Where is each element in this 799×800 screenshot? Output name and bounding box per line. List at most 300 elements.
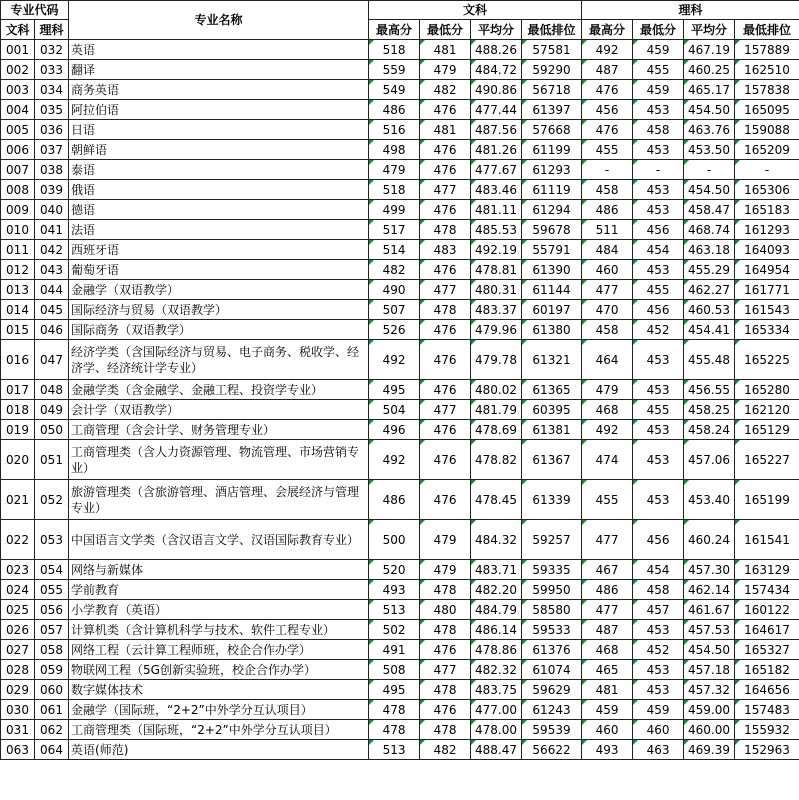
arts-min-cell: 476 bbox=[420, 340, 471, 380]
science-code-cell: 050 bbox=[35, 420, 69, 440]
table-row bbox=[1, 580, 799, 600]
science-min-cell: 459 bbox=[633, 40, 684, 60]
science-max-cell: 486 bbox=[582, 200, 633, 220]
major-name-cell: 葡萄牙语 bbox=[69, 260, 369, 280]
arts-avg-cell: 478.00 bbox=[471, 720, 522, 740]
arts-rank-cell: 59335 bbox=[522, 560, 582, 580]
science-avg-cell: 458.47 bbox=[684, 200, 735, 220]
table-row bbox=[1, 420, 799, 440]
major-name-cell: 阿拉伯语 bbox=[69, 100, 369, 120]
science-avg-cell: 453.40 bbox=[684, 480, 735, 520]
science-avg-cell: 454.50 bbox=[684, 640, 735, 660]
table-row bbox=[1, 200, 799, 220]
science-rank-cell: 165182 bbox=[735, 660, 799, 680]
arts-code-cell: 013 bbox=[1, 280, 35, 300]
arts-code-cell: 005 bbox=[1, 120, 35, 140]
science-rank-cell: - bbox=[735, 160, 799, 180]
major-name-cell: 学前教育 bbox=[69, 580, 369, 600]
arts-rank-cell: 61144 bbox=[522, 280, 582, 300]
science-min-cell: 458 bbox=[633, 120, 684, 140]
science-code-cell: 043 bbox=[35, 260, 69, 280]
science-code-cell: 053 bbox=[35, 520, 69, 560]
header-science-max: 最高分 bbox=[582, 20, 633, 40]
arts-code-cell: 025 bbox=[1, 600, 35, 620]
table-row bbox=[1, 640, 799, 660]
arts-code-cell: 018 bbox=[1, 400, 35, 420]
table-row bbox=[1, 280, 799, 300]
major-name-cell: 工商管理类（国际班，“2+2”中外学分互认项目） bbox=[69, 720, 369, 740]
table-row bbox=[1, 240, 799, 260]
major-name-cell: 翻译 bbox=[69, 60, 369, 80]
arts-max-cell: 518 bbox=[369, 40, 420, 60]
science-max-cell: 487 bbox=[582, 60, 633, 80]
major-name-cell: 经济学类（含国际经济与贸易、电子商务、税收学、经济学、经济统计学专业） bbox=[69, 340, 369, 380]
arts-avg-cell: 485.53 bbox=[471, 220, 522, 240]
arts-avg-cell: 481.26 bbox=[471, 140, 522, 160]
arts-code-cell: 009 bbox=[1, 200, 35, 220]
science-max-cell: 464 bbox=[582, 340, 633, 380]
arts-min-cell: 478 bbox=[420, 680, 471, 700]
science-avg-cell: 457.53 bbox=[684, 620, 735, 640]
arts-avg-cell: 479.78 bbox=[471, 340, 522, 380]
arts-rank-cell: 61074 bbox=[522, 660, 582, 680]
science-min-cell: 453 bbox=[633, 440, 684, 480]
header-arts-avg: 平均分 bbox=[471, 20, 522, 40]
science-code-cell: 032 bbox=[35, 40, 69, 60]
arts-max-cell: 478 bbox=[369, 720, 420, 740]
arts-rank-cell: 59539 bbox=[522, 720, 582, 740]
table-row bbox=[1, 720, 799, 740]
arts-min-cell: 477 bbox=[420, 400, 471, 420]
arts-rank-cell: 61381 bbox=[522, 420, 582, 440]
science-max-cell: 477 bbox=[582, 520, 633, 560]
arts-max-cell: 520 bbox=[369, 560, 420, 580]
science-min-cell: 453 bbox=[633, 140, 684, 160]
science-avg-cell: 455.29 bbox=[684, 260, 735, 280]
science-min-cell: 455 bbox=[633, 60, 684, 80]
science-code-cell: 054 bbox=[35, 560, 69, 580]
arts-code-cell: 015 bbox=[1, 320, 35, 340]
science-rank-cell: 157889 bbox=[735, 40, 799, 60]
science-min-cell: 453 bbox=[633, 260, 684, 280]
header-science-min: 最低分 bbox=[633, 20, 684, 40]
science-max-cell: 486 bbox=[582, 580, 633, 600]
major-name-cell: 商务英语 bbox=[69, 80, 369, 100]
major-name-cell: 工商管理（含会计学、财务管理专业） bbox=[69, 420, 369, 440]
arts-min-cell: 481 bbox=[420, 120, 471, 140]
arts-rank-cell: 57581 bbox=[522, 40, 582, 60]
table-row bbox=[1, 120, 799, 140]
science-avg-cell: 463.76 bbox=[684, 120, 735, 140]
arts-avg-cell: 477.00 bbox=[471, 700, 522, 720]
arts-max-cell: 495 bbox=[369, 680, 420, 700]
arts-min-cell: 480 bbox=[420, 600, 471, 620]
arts-avg-cell: 486.14 bbox=[471, 620, 522, 640]
arts-max-cell: 507 bbox=[369, 300, 420, 320]
table-row bbox=[1, 520, 799, 560]
arts-code-cell: 026 bbox=[1, 620, 35, 640]
arts-max-cell: 504 bbox=[369, 400, 420, 420]
arts-rank-cell: 61397 bbox=[522, 100, 582, 120]
arts-rank-cell: 61321 bbox=[522, 340, 582, 380]
arts-avg-cell: 492.19 bbox=[471, 240, 522, 260]
table-row bbox=[1, 440, 799, 480]
arts-rank-cell: 61293 bbox=[522, 160, 582, 180]
science-avg-cell: 458.25 bbox=[684, 400, 735, 420]
science-avg-cell: 456.55 bbox=[684, 380, 735, 400]
science-rank-cell: 164617 bbox=[735, 620, 799, 640]
science-min-cell: 453 bbox=[633, 620, 684, 640]
header-arts-rank: 最低排位 bbox=[522, 20, 582, 40]
arts-min-cell: 476 bbox=[420, 420, 471, 440]
arts-max-cell: 559 bbox=[369, 60, 420, 80]
science-rank-cell: 157434 bbox=[735, 580, 799, 600]
science-min-cell: 453 bbox=[633, 680, 684, 700]
arts-code-cell: 003 bbox=[1, 80, 35, 100]
arts-code-cell: 016 bbox=[1, 340, 35, 380]
science-max-cell: 493 bbox=[582, 740, 633, 760]
major-name-cell: 金融学（双语教学） bbox=[69, 280, 369, 300]
arts-avg-cell: 480.02 bbox=[471, 380, 522, 400]
arts-min-cell: 478 bbox=[420, 220, 471, 240]
major-name-cell: 网络工程（云计算工程师班，校企合作办学） bbox=[69, 640, 369, 660]
science-max-cell: 492 bbox=[582, 40, 633, 60]
arts-max-cell: 491 bbox=[369, 640, 420, 660]
arts-min-cell: 476 bbox=[420, 380, 471, 400]
table-row bbox=[1, 60, 799, 80]
science-rank-cell: 161541 bbox=[735, 520, 799, 560]
arts-avg-cell: 478.45 bbox=[471, 480, 522, 520]
science-code-cell: 040 bbox=[35, 200, 69, 220]
science-rank-cell: 165183 bbox=[735, 200, 799, 220]
arts-max-cell: 478 bbox=[369, 700, 420, 720]
arts-min-cell: 476 bbox=[420, 480, 471, 520]
arts-avg-cell: 478.81 bbox=[471, 260, 522, 280]
arts-avg-cell: 478.86 bbox=[471, 640, 522, 660]
science-min-cell: 457 bbox=[633, 600, 684, 620]
science-code-cell: 039 bbox=[35, 180, 69, 200]
arts-min-cell: 479 bbox=[420, 60, 471, 80]
science-min-cell: - bbox=[633, 160, 684, 180]
arts-code-cell: 027 bbox=[1, 640, 35, 660]
arts-code-cell: 031 bbox=[1, 720, 35, 740]
science-avg-cell: 460.00 bbox=[684, 720, 735, 740]
science-max-cell: 460 bbox=[582, 720, 633, 740]
table-row bbox=[1, 100, 799, 120]
arts-min-cell: 477 bbox=[420, 180, 471, 200]
science-max-cell: 460 bbox=[582, 260, 633, 280]
arts-max-cell: 516 bbox=[369, 120, 420, 140]
science-rank-cell: 161293 bbox=[735, 220, 799, 240]
arts-avg-cell: 479.96 bbox=[471, 320, 522, 340]
arts-max-cell: 500 bbox=[369, 520, 420, 560]
table-row bbox=[1, 260, 799, 280]
science-max-cell: 484 bbox=[582, 240, 633, 260]
arts-avg-cell: 481.11 bbox=[471, 200, 522, 220]
arts-avg-cell: 488.26 bbox=[471, 40, 522, 60]
science-code-cell: 049 bbox=[35, 400, 69, 420]
arts-min-cell: 476 bbox=[420, 640, 471, 660]
arts-min-cell: 479 bbox=[420, 520, 471, 560]
arts-code-cell: 019 bbox=[1, 420, 35, 440]
science-max-cell: 459 bbox=[582, 700, 633, 720]
arts-rank-cell: 58580 bbox=[522, 600, 582, 620]
science-code-cell: 051 bbox=[35, 440, 69, 480]
arts-max-cell: 513 bbox=[369, 600, 420, 620]
science-code-cell: 047 bbox=[35, 340, 69, 380]
science-max-cell: 468 bbox=[582, 640, 633, 660]
science-min-cell: 452 bbox=[633, 320, 684, 340]
science-avg-cell: 467.19 bbox=[684, 40, 735, 60]
science-rank-cell: 157838 bbox=[735, 80, 799, 100]
major-name-cell: 国际经济与贸易（双语教学） bbox=[69, 300, 369, 320]
science-rank-cell: 157483 bbox=[735, 700, 799, 720]
arts-min-cell: 476 bbox=[420, 440, 471, 480]
science-max-cell: 477 bbox=[582, 280, 633, 300]
science-code-cell: 064 bbox=[35, 740, 69, 760]
science-avg-cell: 469.39 bbox=[684, 740, 735, 760]
arts-min-cell: 478 bbox=[420, 580, 471, 600]
science-min-cell: 463 bbox=[633, 740, 684, 760]
arts-max-cell: 496 bbox=[369, 420, 420, 440]
science-avg-cell: 463.18 bbox=[684, 240, 735, 260]
header-major-name: 专业名称 bbox=[69, 1, 369, 40]
arts-code-cell: 004 bbox=[1, 100, 35, 120]
science-avg-cell: 459.00 bbox=[684, 700, 735, 720]
science-max-cell: 470 bbox=[582, 300, 633, 320]
science-code-cell: 036 bbox=[35, 120, 69, 140]
science-code-cell: 045 bbox=[35, 300, 69, 320]
science-min-cell: 453 bbox=[633, 420, 684, 440]
arts-rank-cell: 59257 bbox=[522, 520, 582, 560]
header-arts-min: 最低分 bbox=[420, 20, 471, 40]
science-min-cell: 458 bbox=[633, 580, 684, 600]
science-avg-cell: 454.41 bbox=[684, 320, 735, 340]
arts-code-cell: 010 bbox=[1, 220, 35, 240]
science-rank-cell: 165306 bbox=[735, 180, 799, 200]
arts-max-cell: 526 bbox=[369, 320, 420, 340]
science-max-cell: 467 bbox=[582, 560, 633, 580]
arts-max-cell: 513 bbox=[369, 740, 420, 760]
arts-min-cell: 482 bbox=[420, 740, 471, 760]
major-name-cell: 数字媒体技术 bbox=[69, 680, 369, 700]
major-name-cell: 计算机类（含计算机科学与技术、软件工程专业） bbox=[69, 620, 369, 640]
major-name-cell: 会计学（双语教学） bbox=[69, 400, 369, 420]
science-code-cell: 056 bbox=[35, 600, 69, 620]
major-name-cell: 英语 bbox=[69, 40, 369, 60]
arts-max-cell: 517 bbox=[369, 220, 420, 240]
science-code-cell: 059 bbox=[35, 660, 69, 680]
arts-avg-cell: 477.44 bbox=[471, 100, 522, 120]
arts-avg-cell: 484.79 bbox=[471, 600, 522, 620]
science-code-cell: 046 bbox=[35, 320, 69, 340]
arts-code-cell: 001 bbox=[1, 40, 35, 60]
science-max-cell: 456 bbox=[582, 100, 633, 120]
science-rank-cell: 155932 bbox=[735, 720, 799, 740]
arts-code-cell: 029 bbox=[1, 680, 35, 700]
arts-rank-cell: 61119 bbox=[522, 180, 582, 200]
major-name-cell: 泰语 bbox=[69, 160, 369, 180]
science-code-cell: 037 bbox=[35, 140, 69, 160]
science-code-cell: 058 bbox=[35, 640, 69, 660]
science-code-cell: 055 bbox=[35, 580, 69, 600]
arts-rank-cell: 61294 bbox=[522, 200, 582, 220]
arts-avg-cell: 481.79 bbox=[471, 400, 522, 420]
arts-avg-cell: 482.32 bbox=[471, 660, 522, 680]
arts-rank-cell: 61367 bbox=[522, 440, 582, 480]
arts-min-cell: 476 bbox=[420, 700, 471, 720]
header-science-code: 理科 bbox=[35, 20, 69, 40]
arts-min-cell: 481 bbox=[420, 40, 471, 60]
science-rank-cell: 165280 bbox=[735, 380, 799, 400]
arts-max-cell: 493 bbox=[369, 580, 420, 600]
table-row bbox=[1, 140, 799, 160]
major-name-cell: 俄语 bbox=[69, 180, 369, 200]
science-rank-cell: 152963 bbox=[735, 740, 799, 760]
table-row bbox=[1, 560, 799, 580]
arts-avg-cell: 480.31 bbox=[471, 280, 522, 300]
table-row bbox=[1, 400, 799, 420]
arts-min-cell: 482 bbox=[420, 80, 471, 100]
science-avg-cell: 457.32 bbox=[684, 680, 735, 700]
arts-code-cell: 011 bbox=[1, 240, 35, 260]
arts-avg-cell: 478.82 bbox=[471, 440, 522, 480]
arts-code-cell: 022 bbox=[1, 520, 35, 560]
science-code-cell: 052 bbox=[35, 480, 69, 520]
science-min-cell: 460 bbox=[633, 720, 684, 740]
arts-max-cell: 495 bbox=[369, 380, 420, 400]
science-avg-cell: 457.18 bbox=[684, 660, 735, 680]
science-max-cell: 458 bbox=[582, 320, 633, 340]
science-max-cell: 476 bbox=[582, 120, 633, 140]
arts-min-cell: 478 bbox=[420, 620, 471, 640]
science-avg-cell: 455.48 bbox=[684, 340, 735, 380]
science-max-cell: 487 bbox=[582, 620, 633, 640]
arts-min-cell: 477 bbox=[420, 660, 471, 680]
arts-rank-cell: 60395 bbox=[522, 400, 582, 420]
science-min-cell: 453 bbox=[633, 200, 684, 220]
arts-code-cell: 006 bbox=[1, 140, 35, 160]
arts-avg-cell: 483.71 bbox=[471, 560, 522, 580]
science-min-cell: 456 bbox=[633, 300, 684, 320]
arts-rank-cell: 55791 bbox=[522, 240, 582, 260]
arts-min-cell: 476 bbox=[420, 320, 471, 340]
science-min-cell: 459 bbox=[633, 700, 684, 720]
major-name-cell: 日语 bbox=[69, 120, 369, 140]
arts-rank-cell: 61243 bbox=[522, 700, 582, 720]
table-row bbox=[1, 160, 799, 180]
science-rank-cell: 165225 bbox=[735, 340, 799, 380]
science-code-cell: 034 bbox=[35, 80, 69, 100]
arts-max-cell: 508 bbox=[369, 660, 420, 680]
science-avg-cell: 454.50 bbox=[684, 180, 735, 200]
science-rank-cell: 164093 bbox=[735, 240, 799, 260]
major-name-cell: 工商管理类（含人力资源管理、物流管理、市场营销专业） bbox=[69, 440, 369, 480]
major-name-cell: 法语 bbox=[69, 220, 369, 240]
science-max-cell: 477 bbox=[582, 600, 633, 620]
science-min-cell: 455 bbox=[633, 400, 684, 420]
arts-code-cell: 030 bbox=[1, 700, 35, 720]
arts-code-cell: 017 bbox=[1, 380, 35, 400]
science-max-cell: 455 bbox=[582, 480, 633, 520]
arts-rank-cell: 61365 bbox=[522, 380, 582, 400]
arts-avg-cell: 483.37 bbox=[471, 300, 522, 320]
science-code-cell: 041 bbox=[35, 220, 69, 240]
arts-min-cell: 479 bbox=[420, 560, 471, 580]
arts-rank-cell: 56622 bbox=[522, 740, 582, 760]
science-avg-cell: 457.30 bbox=[684, 560, 735, 580]
science-rank-cell: 165199 bbox=[735, 480, 799, 520]
science-max-cell: 481 bbox=[582, 680, 633, 700]
arts-min-cell: 476 bbox=[420, 100, 471, 120]
arts-avg-cell: 483.75 bbox=[471, 680, 522, 700]
science-rank-cell: 165334 bbox=[735, 320, 799, 340]
science-min-cell: 456 bbox=[633, 220, 684, 240]
science-min-cell: 453 bbox=[633, 100, 684, 120]
arts-avg-cell: 483.46 bbox=[471, 180, 522, 200]
science-min-cell: 453 bbox=[633, 480, 684, 520]
science-code-cell: 044 bbox=[35, 280, 69, 300]
arts-code-cell: 023 bbox=[1, 560, 35, 580]
arts-avg-cell: 478.69 bbox=[471, 420, 522, 440]
science-max-cell: 468 bbox=[582, 400, 633, 420]
science-rank-cell: 165327 bbox=[735, 640, 799, 660]
science-avg-cell: 460.25 bbox=[684, 60, 735, 80]
table-row bbox=[1, 700, 799, 720]
header-major-code: 专业代码 bbox=[1, 1, 69, 20]
science-min-cell: 454 bbox=[633, 240, 684, 260]
science-code-cell: 061 bbox=[35, 700, 69, 720]
arts-min-cell: 483 bbox=[420, 240, 471, 260]
arts-code-cell: 063 bbox=[1, 740, 35, 760]
arts-code-cell: 007 bbox=[1, 160, 35, 180]
arts-max-cell: 492 bbox=[369, 340, 420, 380]
science-rank-cell: 159088 bbox=[735, 120, 799, 140]
arts-rank-cell: 61339 bbox=[522, 480, 582, 520]
science-avg-cell: 454.50 bbox=[684, 100, 735, 120]
table-row bbox=[1, 660, 799, 680]
arts-code-cell: 021 bbox=[1, 480, 35, 520]
arts-rank-cell: 59533 bbox=[522, 620, 582, 640]
arts-code-cell: 002 bbox=[1, 60, 35, 80]
major-name-cell: 中国语言文学类（含汉语言文学、汉语国际教育专业） bbox=[69, 520, 369, 560]
science-rank-cell: 163129 bbox=[735, 560, 799, 580]
arts-code-cell: 012 bbox=[1, 260, 35, 280]
arts-rank-cell: 59950 bbox=[522, 580, 582, 600]
table-row bbox=[1, 600, 799, 620]
table-row bbox=[1, 300, 799, 320]
arts-avg-cell: 477.67 bbox=[471, 160, 522, 180]
science-avg-cell: 453.50 bbox=[684, 140, 735, 160]
science-rank-cell: 165129 bbox=[735, 420, 799, 440]
arts-min-cell: 478 bbox=[420, 300, 471, 320]
science-avg-cell: 462.14 bbox=[684, 580, 735, 600]
science-min-cell: 454 bbox=[633, 560, 684, 580]
science-code-cell: 062 bbox=[35, 720, 69, 740]
science-min-cell: 456 bbox=[633, 520, 684, 560]
science-rank-cell: 164656 bbox=[735, 680, 799, 700]
science-max-cell: 492 bbox=[582, 420, 633, 440]
table-row bbox=[1, 320, 799, 340]
arts-min-cell: 476 bbox=[420, 140, 471, 160]
arts-max-cell: 482 bbox=[369, 260, 420, 280]
science-max-cell: 465 bbox=[582, 660, 633, 680]
arts-max-cell: 498 bbox=[369, 140, 420, 160]
science-min-cell: 453 bbox=[633, 660, 684, 680]
major-name-cell: 德语 bbox=[69, 200, 369, 220]
major-name-cell: 国际商务（双语教学） bbox=[69, 320, 369, 340]
science-rank-cell: 161543 bbox=[735, 300, 799, 320]
